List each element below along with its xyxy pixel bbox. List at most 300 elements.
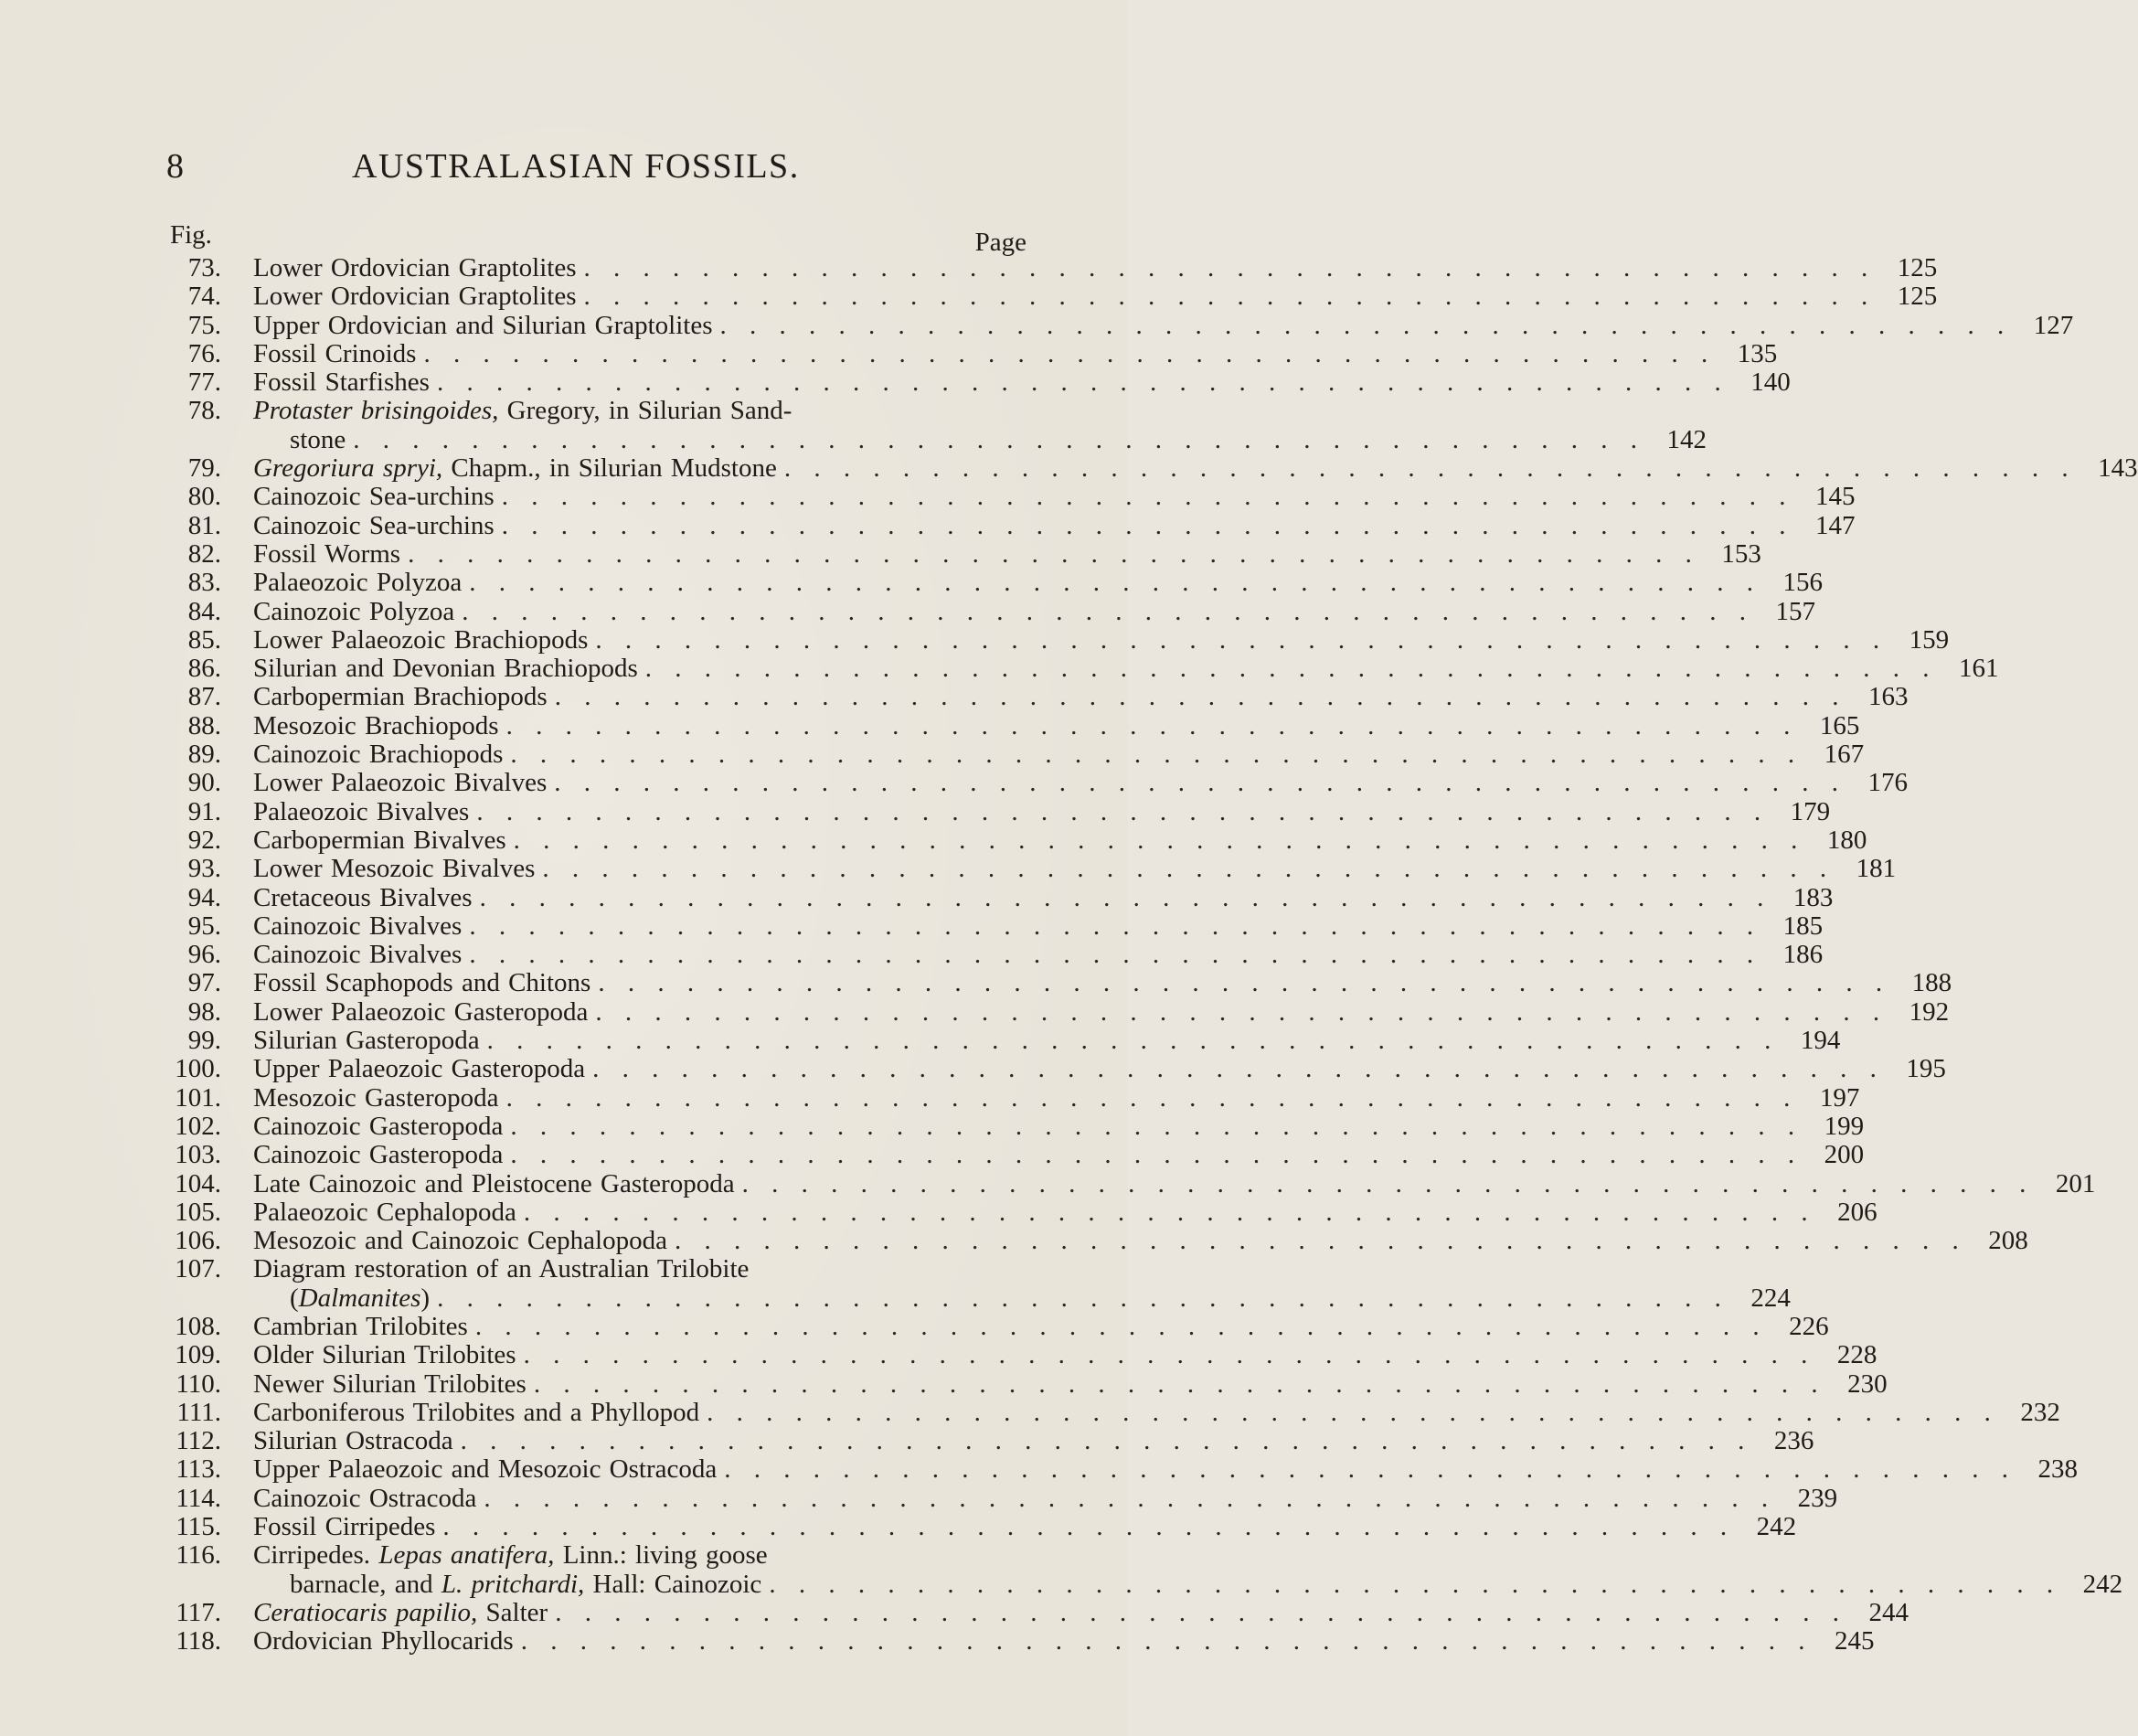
caption-plain: ( (290, 1283, 299, 1313)
page-reference: 186 (1782, 940, 1824, 970)
caption-line (253, 1140, 1865, 1170)
page-reference: 242 (2082, 1569, 2123, 1599)
caption-plain: Fossil Starfishes (253, 367, 430, 398)
caption-line (253, 424, 1707, 454)
species-name: Lepas anatifera, (378, 1540, 555, 1571)
caption-line (253, 1054, 1946, 1084)
figure-caption (253, 596, 1816, 626)
figure-number: 90. (187, 768, 221, 798)
caption-plain: Chapm., in Silurian Mudstone (442, 453, 777, 484)
caption-line (253, 1168, 2096, 1198)
dot-leader: . . . . . . . . . . . . . . . . . . . . . . . . . . . . . . . . . . . . . . . . . . . . (533, 1369, 1825, 1399)
species-name: L. pritchardi, (441, 1569, 585, 1599)
caption-plain: Fossil Crinoids (253, 338, 417, 368)
caption-plain: barnacle, and (290, 1569, 441, 1599)
figure-number: 112. (176, 1426, 221, 1456)
figure-number: 89. (187, 740, 221, 770)
caption-line (253, 453, 2138, 484)
list-item (165, 1626, 1875, 1656)
caption-plain: Linn.: living goose (554, 1540, 768, 1571)
figure-caption (253, 996, 1950, 1027)
caption-text (253, 1141, 503, 1169)
caption-plain: Newer Silurian Trilobites (253, 1369, 527, 1399)
figure-caption (253, 1397, 2060, 1427)
list-item (165, 253, 1938, 282)
figure-number: 86. (187, 654, 221, 684)
figure-number: 88. (187, 710, 221, 740)
figure-caption (253, 310, 2074, 340)
dot-leader: . . . . . . . . . . . . . . . . . . . . . . . . . . . . . . . . . . . . . . . . . . . . (542, 854, 1835, 884)
dot-leader: . . . . . . . . . . . . . . . . . . . . . . . . . . . . . . . . . . . . . . . . . . . . (469, 911, 1761, 941)
figure-number: 77. (187, 367, 221, 398)
page-reference: 125 (1897, 282, 1938, 312)
figure-caption (253, 1226, 2028, 1256)
caption-text (253, 969, 590, 997)
list-item (165, 538, 1761, 569)
figure-caption (253, 1369, 1888, 1399)
list-item (165, 1254, 1791, 1313)
figure-caption (253, 940, 1824, 970)
caption-plain: Hall: Cainozoic (584, 1569, 762, 1599)
caption-plain: Lower Palaeozoic Gasteropoda (253, 996, 589, 1027)
caption-line (253, 1283, 1791, 1313)
figure-number: 82. (187, 538, 221, 569)
caption-text (253, 769, 547, 797)
list-item (165, 282, 1938, 312)
dot-leader: . . . . . . . . . . . . . . . . . . . . . . . . . . . . . . . . . . . . . . . . . . . . (513, 825, 1805, 855)
caption-text (253, 483, 495, 511)
dot-leader: . . . . . . . . . . . . . . . . . . . . . . . . . . . . . . . . . . . . . . . . . . . . (501, 482, 1793, 512)
list-item (165, 710, 1860, 740)
dot-leader: . . . . . . . . . . . . . . . . . . . . . . . . . . . . . . . . . . . . . . . . . . . . (555, 1597, 1846, 1627)
list-item (165, 854, 1897, 884)
dot-leader: . . . . . . . . . . . . . . . . . . . . . . . . . . . . . . . . . . . . . . . . . . . . (437, 1283, 1728, 1313)
figure-number: 81. (187, 510, 221, 540)
caption-plain: Older Silurian Trilobites (253, 1340, 516, 1370)
figure-number: 115. (176, 1512, 221, 1542)
page-reference: 140 (1750, 367, 1791, 398)
dot-leader: . . . . . . . . . . . . . . . . . . . . . . . . . . . . . . . . . . . . . . . . . . . . (436, 367, 1728, 398)
list-item (165, 338, 1778, 368)
caption-plain: Upper Ordovician and Silurian Graptolites (253, 310, 713, 340)
list-item (165, 1226, 2028, 1256)
caption-plain: Carbopermian Bivalves (253, 825, 506, 855)
caption-line (253, 654, 1999, 684)
figure-caption (253, 1026, 1841, 1056)
page-reference: 183 (1792, 882, 1834, 912)
figure-caption (253, 510, 1856, 540)
dot-leader: . . . . . . . . . . . . . . . . . . . . . . . . . . . . . . . . . . . . . . . . . . . . (598, 968, 1890, 998)
caption-text (253, 340, 416, 368)
caption-line (253, 854, 1897, 884)
page-reference: 242 (1756, 1512, 1797, 1542)
caption-line (253, 1397, 2060, 1427)
caption-line (253, 538, 1761, 569)
caption-text (253, 1541, 768, 1570)
caption-text (253, 254, 577, 282)
caption-line (253, 1512, 1797, 1542)
caption-line (253, 825, 1867, 855)
figure-caption (253, 1426, 1814, 1456)
caption-plain: Mesozoic and Cainozoic Cephalopoda (253, 1226, 667, 1256)
figure-caption (253, 1254, 1791, 1313)
figure-caption (253, 882, 1834, 912)
page-reference: 159 (1909, 624, 1950, 655)
caption-line (253, 624, 1950, 655)
caption-text (253, 740, 503, 769)
dot-leader: . . . . . . . . . . . . . . . . . . . . . . . . . . . . . . . . . . . . . . . . . . . . (442, 1512, 1735, 1542)
caption-text (253, 282, 577, 311)
figure-number: 75. (187, 310, 221, 340)
dot-leader: . . . . . . . . . . . . . . . . . . . . . . . . . . . . . . . . . . . . . . . . . . . . (462, 596, 1754, 626)
dot-leader: . . . . . . . . . . . . . . . . . . . . . . . . . . . . . . . . . . . . . . . . . . . . (520, 1626, 1813, 1656)
dot-leader: . . . . . . . . . . . . . . . . . . . . . . . . . . . . . . . . . . . . . . . . . . . . (423, 338, 1716, 368)
caption-line (253, 1226, 2028, 1256)
illustration-entries (165, 253, 2138, 1656)
page-reference: 238 (2037, 1454, 2078, 1485)
figure-caption (253, 453, 2138, 484)
caption-line (253, 253, 1938, 282)
caption-plain: Cretaceous Bivalves (253, 882, 473, 912)
list-item (165, 596, 1816, 626)
dot-leader: . . . . . . . . . . . . . . . . . . . . . . . . . . . . . . . . . . . . . . . . . . . . (592, 1054, 1884, 1084)
figure-caption (253, 911, 1824, 941)
figure-number: 101. (175, 1082, 221, 1113)
page-reference: 185 (1782, 911, 1824, 941)
figure-number: 91. (187, 796, 221, 826)
page-number: 8 (166, 147, 185, 186)
caption-text (253, 712, 499, 740)
list-item (165, 1111, 1865, 1141)
caption-line (253, 338, 1778, 368)
figure-number: 94. (187, 882, 221, 912)
figure-number: 73. (187, 253, 221, 282)
page-reference: 157 (1775, 596, 1816, 626)
page-reference: 145 (1814, 482, 1856, 512)
page-reference: 206 (1837, 1197, 1877, 1227)
list-item (165, 1197, 1877, 1227)
fig-column-header: Fig. (170, 220, 212, 250)
species-name: Protaster brisingoides, (253, 396, 499, 426)
caption-plain: Lower Palaeozoic Bivalves (253, 768, 548, 798)
list-item (165, 682, 1909, 712)
figure-number: 99. (187, 1026, 221, 1056)
caption-text (253, 1599, 548, 1627)
caption-line (253, 310, 2074, 340)
caption-plain: Cainozoic Sea-urchins (253, 482, 495, 512)
caption-text (253, 1227, 667, 1255)
figure-caption (253, 740, 1865, 770)
list-item (165, 1454, 2078, 1485)
caption-plain: Carbopermian Brachiopods (253, 682, 548, 712)
page-reference: 195 (1906, 1054, 1946, 1084)
list-item (165, 654, 1999, 684)
caption-line (253, 510, 1856, 540)
page-reference: 239 (1797, 1483, 1838, 1513)
list-item (165, 510, 1856, 540)
caption-text (253, 1170, 735, 1198)
caption-plain: Fossil Scaphopods and Chitons (253, 968, 591, 998)
list-item (165, 1082, 1860, 1113)
dot-leader: . . . . . . . . . . . . . . . . . . . . . . . . . . . . . . . . . . . . . . . . . . . . (644, 654, 1937, 684)
list-item (165, 1369, 1888, 1399)
caption-plain: Palaeozoic Polyzoa (253, 568, 463, 598)
figure-number: 107. (175, 1254, 221, 1284)
list-item (165, 1026, 1841, 1056)
caption-line (253, 482, 1856, 512)
figure-caption (253, 482, 1856, 512)
figure-number: 83. (187, 568, 221, 598)
figure-caption (253, 968, 1952, 998)
figure-caption (253, 568, 1824, 598)
figure-number: 102. (175, 1111, 221, 1141)
list-item (165, 310, 2074, 340)
dot-leader: . . . . . . . . . . . . . . . . . . . . . . . . . . . . . . . . . . . . . . . . . . . . (724, 1454, 2016, 1485)
figure-caption (253, 1168, 2096, 1198)
figure-number: 87. (187, 682, 221, 712)
figure-caption (253, 1597, 1909, 1627)
caption-text (253, 884, 473, 912)
caption-line (253, 968, 1952, 998)
figure-number: 108. (175, 1311, 221, 1341)
page-reference: 245 (1834, 1626, 1875, 1656)
figure-caption (253, 768, 1909, 798)
caption-plain: Cainozoic Ostracoda (253, 1483, 477, 1513)
caption-text (253, 683, 548, 711)
list-item (165, 796, 1831, 826)
list-item (165, 624, 1950, 655)
dot-leader: . . . . . . . . . . . . . . . . . . . . . . . . . . . . . . . . . . . . . . . . . . . . (583, 253, 1876, 282)
page-reference: 142 (1666, 424, 1707, 454)
figure-caption (253, 654, 1999, 684)
caption-plain: Upper Palaeozoic and Mesozoic Ostracoda (253, 1454, 718, 1485)
caption-plain: Cirripedes. (253, 1540, 379, 1571)
caption-text (253, 1055, 585, 1083)
caption-line (253, 1454, 2078, 1485)
page-reference: 181 (1856, 854, 1897, 884)
figure-caption (253, 1111, 1865, 1141)
page-reference: 147 (1814, 510, 1856, 540)
figure-number: 114. (176, 1483, 221, 1513)
caption-text (253, 1370, 527, 1399)
page-reference: 228 (1836, 1340, 1877, 1370)
caption-plain: Lower Ordovician Graptolites (253, 282, 577, 312)
caption-text (290, 426, 346, 454)
caption-plain: Upper Palaeozoic Gasteropoda (253, 1054, 586, 1084)
caption-line (253, 367, 1791, 398)
list-item (165, 367, 1791, 398)
list-item (165, 396, 1707, 454)
caption-line (253, 1255, 1028, 1283)
caption-text (253, 1485, 476, 1513)
list-item (165, 482, 1856, 512)
page-reference: 127 (2033, 310, 2074, 340)
caption-plain: Fossil Cirripedes (253, 1512, 436, 1542)
figure-caption (253, 538, 1761, 569)
caption-text (253, 1084, 499, 1113)
list-item (165, 1168, 2096, 1198)
page-reference: 163 (1867, 682, 1909, 712)
page-reference: 226 (1789, 1311, 1829, 1341)
list-item (165, 1426, 1814, 1456)
figure-caption (253, 1054, 1946, 1084)
figure-caption (253, 1483, 1838, 1513)
figure-number: 109. (175, 1340, 221, 1370)
list-item (165, 825, 1867, 855)
caption-line (253, 397, 1028, 425)
caption-line (253, 1483, 1838, 1513)
page-reference: 180 (1826, 825, 1867, 855)
figure-caption (253, 1512, 1797, 1542)
dot-leader: . . . . . . . . . . . . . . . . . . . . . . . . . . . . . . . . . . . . . . . . . . . . (501, 510, 1793, 540)
caption-text (253, 512, 495, 540)
caption-text (253, 1341, 516, 1369)
caption-text (253, 826, 506, 855)
figure-number: 106. (175, 1226, 221, 1256)
page-reference: 201 (2055, 1168, 2096, 1198)
caption-line (253, 768, 1909, 798)
figure-caption (253, 1311, 1829, 1341)
dot-leader: . . . . . . . . . . . . . . . . . . . . . . . . . . . . . . . . . . . . . . . . . . . . (707, 1397, 1998, 1427)
caption-line (253, 1426, 1814, 1456)
dot-leader: . . . . . . . . . . . . . . . . . . . . . . . . . . . . . . . . . . . . . . . . . . . . (408, 538, 1699, 569)
list-item (165, 568, 1824, 598)
species-name: Gregoriura spryi, (253, 453, 443, 484)
list-item (165, 1311, 1829, 1341)
figure-number: 116. (176, 1540, 221, 1571)
list-of-illustrations (165, 220, 2138, 1656)
caption-plain: Late Cainozoic and Pleistocene Gasteropoda (253, 1168, 735, 1198)
caption-text (253, 569, 462, 597)
figure-caption (253, 1197, 1877, 1227)
figure-number: 103. (175, 1140, 221, 1170)
caption-line (253, 1111, 1865, 1141)
figure-number: 95. (187, 911, 221, 941)
figure-number: 96. (187, 940, 221, 970)
dot-leader: . . . . . . . . . . . . . . . . . . . . . . . . . . . . . . . . . . . . . . . . . . . . (674, 1226, 1966, 1256)
caption-text (253, 540, 400, 569)
page-reference: 208 (1988, 1226, 2028, 1256)
page-reference: 156 (1782, 568, 1824, 598)
dot-leader: . . . . . . . . . . . . . . . . . . . . . . . . . . . . . . . . . . . . . . . . . . . . (474, 1311, 1767, 1341)
caption-text (253, 1255, 749, 1283)
caption-text (253, 1513, 435, 1541)
figure-number: 78. (187, 396, 221, 426)
dot-leader: . . . . . . . . . . . . . . . . . . . . . . . . . . . . . . . . . . . . . . . . . . . . (741, 1168, 2034, 1198)
caption-line (253, 1569, 2123, 1599)
page-reference: 192 (1909, 996, 1950, 1027)
caption-line (253, 682, 1909, 712)
caption-plain: Cainozoic Polyzoa (253, 596, 455, 626)
caption-text (253, 368, 430, 397)
caption-plain: Silurian Gasteropoda (253, 1026, 480, 1056)
dot-leader: . . . . . . . . . . . . . . . . . . . . . . . . . . . . . . . . . . . . . . . . . . . . (353, 424, 1644, 454)
caption-plain: Ordovician Phyllocarids (253, 1626, 514, 1656)
page-reference: 135 (1737, 338, 1778, 368)
dot-leader: . . . . . . . . . . . . . . . . . . . . . . . . . . . . . . . . . . . . . . . . . . . . (484, 1483, 1776, 1513)
caption-plain: ) (420, 1283, 431, 1313)
list-item (165, 1054, 1946, 1084)
dot-leader: . . . . . . . . . . . . . . . . . . . . . . . . . . . . . . . . . . . . . . . . . . . . (523, 1340, 1815, 1370)
caption-plain: Salter (477, 1597, 548, 1627)
caption-line (253, 1197, 1877, 1227)
caption-line (253, 911, 1824, 941)
dot-leader: . . . . . . . . . . . . . . . . . . . . . . . . . . . . . . . . . . . . . . . . . . . . (554, 682, 1846, 712)
figure-caption (253, 1454, 2078, 1485)
page-reference: 232 (2020, 1397, 2060, 1427)
dot-leader: . . . . . . . . . . . . . . . . . . . . . . . . . . . . . . . . . . . . . . . . . . . . (769, 1569, 2061, 1599)
page-reference: 188 (1911, 968, 1952, 998)
figure-number: 84. (187, 596, 221, 626)
caption-plain: Palaeozoic Bivalves (253, 796, 470, 826)
page-reference: 161 (1959, 654, 1999, 684)
caption-plain: Cainozoic Bivalves (253, 911, 463, 941)
dot-leader: . . . . . . . . . . . . . . . . . . . . . . . . . . . . . . . . . . . . . . . . . . . . (476, 796, 1769, 826)
page-reference: 125 (1897, 253, 1938, 282)
dot-leader: . . . . . . . . . . . . . . . . . . . . . . . . . . . . . . . . . . . . . . . . . . . . (505, 710, 1798, 740)
page-reference: 200 (1824, 1140, 1865, 1170)
figure-number: 111. (176, 1397, 221, 1427)
list-column-headers (165, 220, 1028, 257)
figure-number: 100. (175, 1054, 221, 1084)
page-reference: 176 (1867, 768, 1909, 798)
list-item (165, 882, 1834, 912)
page-reference: 179 (1790, 796, 1831, 826)
page-reference: 143 (2098, 453, 2138, 484)
caption-plain: Diagram restoration of an Australian Trilobite (253, 1254, 750, 1284)
page-reference: 167 (1824, 740, 1865, 770)
dot-leader: . . . . . . . . . . . . . . . . . . . . . . . . . . . . . . . . . . . . . . . . . . . . (595, 624, 1888, 655)
list-item (165, 768, 1909, 798)
figure-caption (253, 282, 1938, 312)
dot-leader: . . . . . . . . . . . . . . . . . . . . . . . . . . . . . . . . . . . . . . . . . . . . (469, 940, 1761, 970)
caption-line (253, 940, 1824, 970)
list-item (165, 1540, 2123, 1599)
caption-text (253, 1027, 480, 1055)
species-name: Ceratiocaris papilio, (253, 1597, 478, 1627)
list-item (165, 1397, 2060, 1427)
caption-text (253, 912, 462, 941)
dot-leader: . . . . . . . . . . . . . . . . . . . . . . . . . . . . . . . . . . . . . . . . . . . . (479, 882, 1771, 912)
caption-line (253, 1626, 1875, 1656)
figure-caption (253, 253, 1938, 282)
caption-text (253, 998, 588, 1027)
caption-line (253, 996, 1950, 1027)
caption-text (253, 941, 462, 969)
figure-number: 79. (187, 453, 221, 484)
figure-number: 92. (187, 825, 221, 855)
list-item (165, 1140, 1865, 1170)
caption-plain: Silurian Ostracoda (253, 1426, 453, 1456)
figure-caption (253, 796, 1831, 826)
caption-text (290, 1284, 430, 1313)
dot-leader: . . . . . . . . . . . . . . . . . . . . . . . . . . . . . . . . . . . . . . . . . . . . (583, 282, 1876, 312)
caption-plain: Cainozoic Brachiopods (253, 740, 504, 770)
figure-caption (253, 825, 1867, 855)
caption-line (253, 740, 1865, 770)
caption-text (253, 1313, 468, 1341)
caption-plain: Cainozoic Sea-urchins (253, 510, 495, 540)
page-reference: 230 (1847, 1369, 1888, 1399)
caption-plain: Cainozoic Bivalves (253, 940, 463, 970)
figure-number: 104. (175, 1168, 221, 1198)
list-item (165, 1597, 1909, 1627)
figure-number: 93. (187, 854, 221, 884)
caption-plain: Silurian and Devonian Brachiopods (253, 654, 638, 684)
figure-number: 98. (187, 996, 221, 1027)
caption-text (253, 1627, 514, 1656)
page-reference: 194 (1800, 1026, 1841, 1056)
